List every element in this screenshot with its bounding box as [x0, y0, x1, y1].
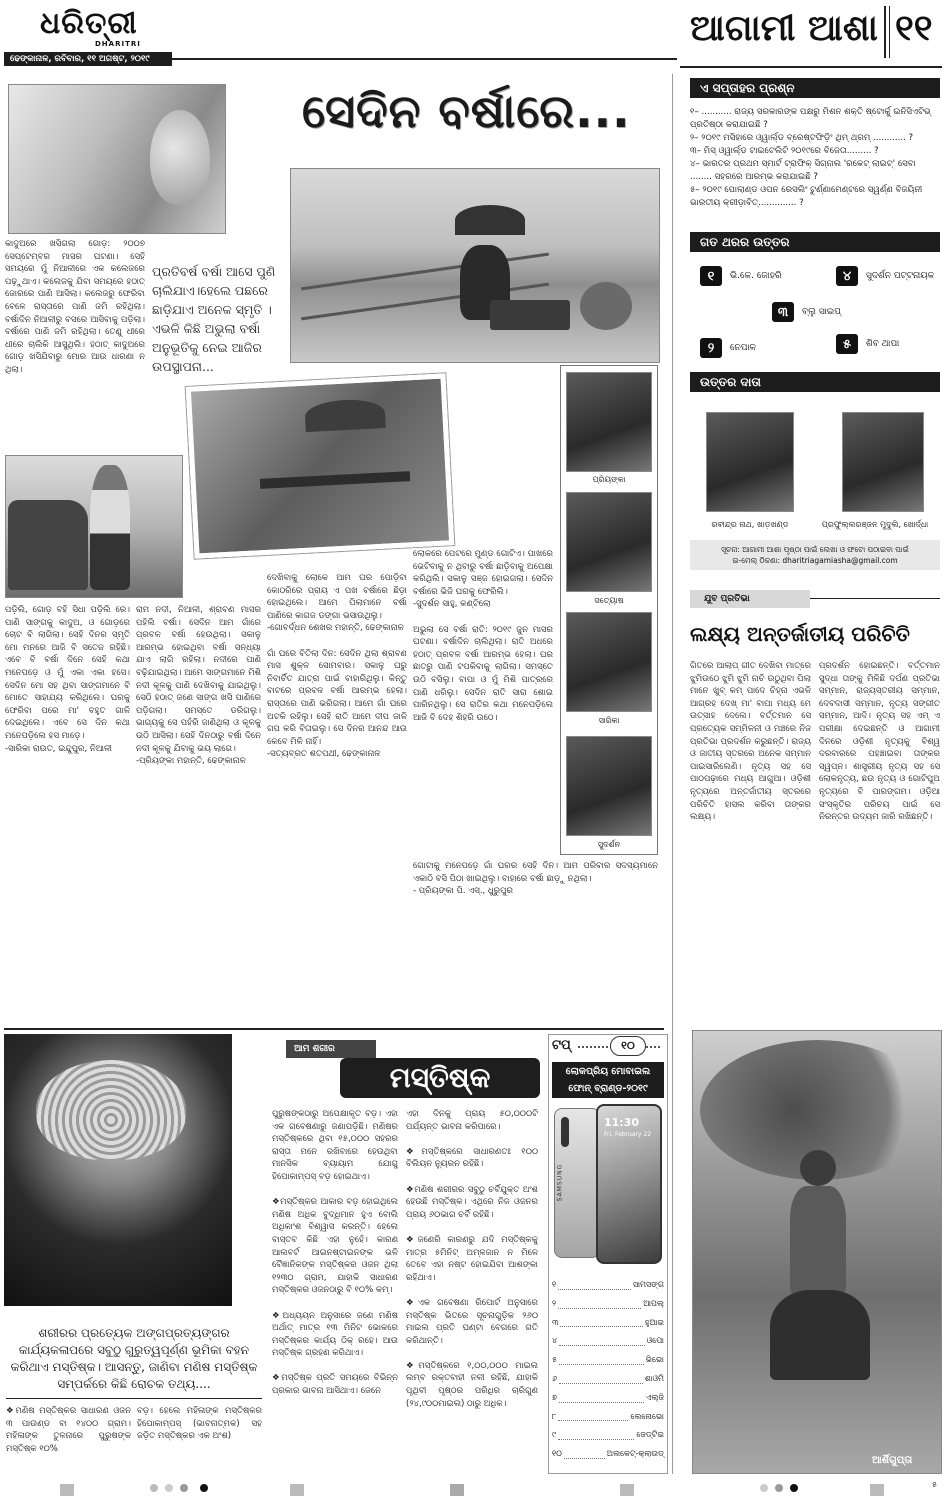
brain-section-rule [4, 1028, 664, 1030]
answer-text: ଭି.କେ. ଜୋହରି [730, 271, 782, 281]
top10-item: ୬ ଶାଓମି [552, 1370, 664, 1389]
quiz-question-1: ୧– ........... ରାଜ୍ୟ ସରକାରଙ୍କ ପକ୍ଷରୁ ମିଶନ ଶକ୍ତି ଷ୍ଟୋର୍କୁ ଇନିସିଏଟିଭ୍ ପ୍ରତିଷ୍ଠା କରାଯାଇଛି ? [690, 107, 931, 130]
brain-col-d: ଏହା ଦିନକୁ ପ୍ରାୟ ୫୦,୦୦୦ଟି ପର୍ଯ୍ୟନ୍ତ ଭାବନା କରିପାରେ। ❖ମସ୍ତିଷ୍କରେ ସାଧାରଣତଃ ୧୦୦ ବିଲିୟନ ନ୍ୟୁରନ ରହିଛି। ❖ମଣିଷ ଶରୀରର ସବୁଠୁ ଚର୍ବିଯୁକ୍ତ ଅଂଶ ହେଉଛି ମସ୍ତିଷ୍କ। ଏଥିରେ ନିଜ ଓଜନର ପ୍ରାୟ ୬୦ଭାଗ ଚର୍ବି ରହିଛି। ❖ଜଣେରି କାରଣରୁ ଯଦି ମସ୍ତିଷ୍କକୁ ମାତ୍ର ୫ମିନିଟ୍ ଅମ୍ଳଜାନ ନ ମିଳେ ତେବେ ଏହା ନଷ୍ଟ ହୋଇଯିବା ଆଶଙ୍କା ରହିଥାଏ। ❖ଏକ ଗବେଷଣା ରିପୋର୍ଟ ଅନୁସାରେ ମସ୍ତିଷ୍କ ଭିତରେ ସୂଚନାଗୁଡ଼ିକ ୨୬୦ ମାଇଲ ପ୍ରତି ଘଣ୍ଟା ବେଗରେ ଗତି କରିଥାନ୍ତି। ❖ମସ୍ତିଷ୍କରେ ୧,୦୦,୦୦୦ ମାଇଲ ଲମ୍ବ ରକ୍ତବାହୀ ନଳୀ ରହିଛି, ଯାହାକି ପୃଥିବୀ ପୃଷ୍ଠର ପରିଧିର ଚାରିଗୁଣ (୨୪,୯୦୦ମାଇଲ) ଠାରୁ ଅଧିକ। [406, 1109, 538, 1409]
answerer-photo-2 [842, 412, 924, 512]
phone-front [596, 1104, 662, 1264]
man-shape [90, 465, 130, 590]
feature-intro: ପ୍ରତିବର୍ଷ ବର୍ଷା ଆସେ ପୁଣି ଚାଲିଯାଏ।ହେଲେ ପଛରେ ଛାଡ଼ିଯାଏ ଅନେକ ସ୍ମୃତି । ଏଭଳି କିଛି ଅଭୁଲା ବର୍ଷା ଅନୁଭୂତିକୁ ନେଇ ଆଜିର ଉପସ୍ଥାପନା... [152, 264, 276, 374]
quiz-question-5: ୫– ୨୦୧୯ ପୋଲାଣ୍ଡ ଓପନ ରେସଲିଂ ଟୁର୍ଣ୍ଣାମେଣ୍ଟରେ ସ୍ୱର୍ଣ୍ଣ ବିଜୟିନୀ ଭାରତୀୟ କ୍ରୀଡ଼ାବିତ୍.............. ? [690, 185, 923, 208]
phone-date: Fri, February 22 [604, 1131, 652, 1138]
brain-series-tag: ଆମ ଶରୀର [286, 1040, 376, 1058]
contributor-photo-2 [566, 492, 652, 592]
youth-tag-rule [810, 598, 940, 599]
feature-col4: ଲୋକରେ ପେଟରେ ମୁଣ୍ଡ ଗୋଟିଏ। ପାଖରେ ଭେଟିବାକୁ ନ ଥିବାରୁ ବର୍ଷା ଛାଡ଼ିବାକୁ ଅପେକ୍ଷା କରିଥିଲି। ସକାଳୁ ସଞ୍ଜ ହୋଇଗଲା। ସେଦିନ ବର୍ଷାରେ ଭିଜି ଘରକୁ ଫେରିଲି। -ସୁଦର୍ଶନ ସାହୁ, କଣ୍ଟିଲୋ ଅଭୁଲା ସେ ବର୍ଷା ରାତି: ୨୦୧୯ ଜୁନ ମାସର ଘଟଣା। ବର୍ଷାଦିନ ଚାଲିଥିଲା। ରାତି ଅଧରେ ହଠାତ୍ ପ୍ରବଳ ବର୍ଷା ଆରମ୍ଭ ହେଲା। ଘର ଛାତରୁ ପାଣି ଟପକିବାକୁ ଲାଗିଲା। ସମସ୍ତେ ଉଠି ବସିଲୁ। ବାପା ଓ ମୁଁ ମିଶି ପାତ୍ରରେ ପାଣି ଧରିଲୁ। ସେଦିନ ରାତି ସାରା ଶୋଇ ପାରିନଥିଲୁ। ସେ ରାତିର କଥା ମନେପଡ଼ିଲେ ଆଜି ବି ଦେହ ଶିହରି ଉଠେ। [413, 549, 553, 723]
dancer-caption: ଆର୍ଶିଗୁପ୍ତା [872, 1455, 913, 1466]
page-mark: ୫ [932, 1480, 937, 1489]
top10-list [552, 1276, 664, 1464]
answer-item-4 [836, 266, 934, 286]
contributor-photo-1 [566, 372, 652, 472]
answer-number: ୫ [836, 334, 858, 354]
logo-subtitle: DHARITRI [95, 40, 141, 48]
right-column-divider [672, 74, 673, 1474]
footer-marks [0, 1480, 945, 1500]
answer-item-5 [836, 334, 899, 354]
top10-item: ୩ ହୁଆଇ [552, 1314, 664, 1333]
top10-item: ୫ ଭିଭୋ [552, 1351, 664, 1370]
masthead-rule [172, 58, 677, 60]
page-number: ୧୧ [895, 8, 933, 49]
logo: ଧରିତ୍ରୀ [40, 6, 138, 41]
girl-face-shape [150, 110, 210, 205]
contributor-photo-4 [566, 736, 652, 836]
top10-tag: ଟପ୍ [552, 1038, 571, 1053]
top10-number: ୧୦ [610, 1036, 646, 1056]
answerer-name-1: ରବୀନ୍ଦ୍ର ନାଥ, ଖାଡ଼ଖଣ୍ଡ [711, 520, 789, 529]
title-divider [884, 6, 886, 58]
top10-item: ୮ ଲେନୋଭୋ [552, 1408, 664, 1427]
answer-number: ୩ [772, 302, 794, 322]
contributor-name-3: ସାରିକା [598, 716, 620, 725]
bench-photo-frame [186, 373, 455, 558]
brain-col-b: ବଡ଼। ହେଲେ ମହିଳାଙ୍କ ମସ୍ତିଷ୍କର ହିପୋକାମ୍ପସ୍ (ଭାବନାତ୍ମକ) ସହ ଜଡ଼ିତ ମସ୍ତିଷ୍କର ଏକ ଅଂଶ) [137, 1406, 262, 1442]
brain-standfirst-rule [6, 1398, 262, 1399]
answer-number: ୧ [700, 266, 722, 286]
answers-title-bar: ଗତ ଥରର ଉତ୍ତର [690, 232, 940, 252]
suitcase [490, 300, 570, 330]
dancer-figure [770, 1150, 870, 1400]
youth-body: ଗିତରେ ଆଲାପ୍ ଗୀତ ଦେଖିବା ମାତ୍ରେ ଝୁମିଉଠେ ଝୁମି ଝୁମି ନାଚି ଉଠୁଥିବା ପିଲା ମାନେ ଖୁବ୍ କମ୍ ପାଦେ ଚିହ୍ନା ଏଭଳି ଆଗ୍ରହ ଦେଖ୍ ମା' ବାପା ମଧ୍ୟ ମେ ଉତ୍ସାହ ଦେଲେ। ବର୍ତ୍ତମାନ ସେ ପ୍ରତ୍ୟେକ ସମ୍ମିଳନୀ ଓ ମଞ୍ଚରେ ନିଜ ପ୍ରତିଭା ପ୍ରଦର୍ଶନ କରୁଛନ୍ତି। ରାଜ୍ୟ ଓ ଜାତୀୟ ସ୍ତରରେ ଅନେକ ସମ୍ମାନ ପାଇସାରିଲେଣି। ନୃତ୍ୟ ସହ ସେ ପାଠପଢ଼ାରେ ମଧ୍ୟ ଆଗୁଆ। ଓଡ଼ିଶୀ ନୃତ୍ୟରେ ଅନ୍ତର୍ଜାତୀୟ ସ୍ତରରେ ପରିଚିତି ହାସଲ କରିବା ତାଙ୍କର ଲକ୍ଷ୍ୟ। ପ୍ରଦର୍ଶନ ହୋଇଛନ୍ତି। ବର୍ତ୍ତମାନ ସୁଦ୍ଧା ତାଙ୍କୁ ମିଳିଛି ଦର୍ପଣ ପ୍ରତିଭା ସମ୍ମାନ, ରାଜ୍ୟସ୍ତରୀୟ ସମ୍ମାନ, ଦେବଦାସୀ ସମ୍ମାନ, ନୃତ୍ୟ ସଙ୍ଗୀତ ସମ୍ମାନ, ଆଦି। ନୃତ୍ୟ ସହ ଏମ୍ ଏ ପରୀକ୍ଷା ଦେଇଛନ୍ତି ଓ ଆଗାମୀ ଦିନରେ ଓଡ଼ିଶୀ ନୃତ୍ୟକୁ ବିଶ୍ୱ ଦରବାରରେ ପହଞ୍ଚାଇବା ତାଙ୍କର ସ୍ୱପ୍ନ। ଶାସ୍ତ୍ରୀୟ ନୃତ୍ୟ ସହ ସେ ଲୋକନୃତ୍ୟ, ଛଉ ନୃତ୍ୟ ଓ ଗୋଟିପୁଅ ନୃତ୍ୟରେ ବି ପାରଙ୍ଗମ। ଓଡ଼ିଆ ସଂସ୍କୃତିର ପରିଚୟ ପାଇଁ ସେ ନିରନ୍ତର ଉଦ୍ୟମ ଜାରି ରଖିଛନ୍ତି। [690, 661, 940, 823]
quiz-questions [690, 106, 940, 210]
top10-item: ୧ ସାମସଙ୍ଗ [552, 1276, 664, 1295]
answer-number: ୨ [700, 338, 722, 358]
feature-col1-bottom: ପଡ଼ିଲି, ଗୋଡ଼ ବହି ସିଧା ପଡ଼ିଲି ରେ। ପାଣି ସାଙ୍ଗକୁ କାଦୁଅ, ଓ ଗୋଡ଼ରେ ଚୋଟ ବି ଲାଗିଲା। ସେହି ଦିନର ସ୍ମୃତି ମୋ ମନରେ ଆଜି ବି ସତେଜ ରହିଛି। ଏବେ ବି ବର୍ଷା ଦିନେ ସେହି କଥା ମନେପଡ଼େ ଓ ମୁଁ ଏକା ଏକା ହସେ। ସେଦିନ ମୋ ସହ ଥିବା ସାଙ୍ଗମାନେ ବି ମୋତେ ସାହାଯ୍ୟ କରିଥିଲେ। ଘରକୁ ଫେରିବା ପରେ ମା' ବହୁତ ଗାଳି ଦେଇଥିଲେ। ଏବେ ସେ ଦିନ କଥା ମନେପଡ଼ିଲେ ହସ ମାଡ଼େ। -ସାରିକା ରାଉତ, ଇନ୍ଦୁପୁର, ନିଆଳୀ [5, 605, 130, 754]
quiz-question-2: ୨– ୨୦୧୯ ମସିହାରେ ଓ୍ୱାର୍ଲ୍ଡ ବ୍ରେଷ୍ଟଫିଡ଼ିଂ ଥିମ୍ ଥ୍ରମ୍ ............ ? [690, 133, 914, 143]
contributor-name-1: ପ୍ରିୟଙ୍କା [592, 475, 626, 484]
notice-line-1: ସୂଚନା: ଆଗାମୀ ଆଶା ପୃଷ୍ଠା ପାଇଁ ଲେଖା ଓ ଫଟୋ ପଠାଇବା ପାଇଁ [721, 545, 909, 554]
brain-col-a: ❖ମଣିଷ ମସ୍ତିଷ୍କର ସାଧାରଣ ଓଜନ ୩ ପାଉଣ୍ଡ ବା ୧୪୦୦ ଗ୍ରାମ। ମହିଳାଙ୍କ ତୁଳନାରେ ପୁରୁଷଙ୍କ ମସ୍ତିଷ୍କ ୧୦% [6, 1406, 131, 1454]
youth-headline: ଲକ୍ଷ୍ୟ ଅନ୍ତର୍ଜାତୀୟ ପରିଚିତି [690, 622, 910, 646]
answer-item-2 [700, 338, 756, 358]
phone-time: 11:30 [604, 1116, 640, 1129]
top10-title: ଲୋକପ୍ରିୟ ମୋବାଇଲ ଫୋନ୍ ବ୍ରାଣ୍ଡ-୨୦୧୯ [552, 1062, 664, 1098]
answer-text: ଶିବ ଥାପା [866, 339, 900, 349]
youth-tag: ଯୁବ ପ୍ରତିଭା [690, 590, 810, 608]
top10-item: ୪ ଓପୋ [552, 1332, 664, 1351]
phone-back [554, 1108, 600, 1258]
answer-text: ବ୍ଲୁ ସାଇପ୍ [802, 307, 841, 317]
top10-item: ୧୦ ଅଲକେଟ୍-କ୍ଲାଉଡ୍ [552, 1445, 664, 1464]
brain-title: ମସ୍ତିଷ୍କ [389, 1061, 491, 1094]
car-shape [8, 500, 88, 590]
contributor-photo-3 [566, 612, 652, 712]
brain-standfirst: ଶରୀରର ପ୍ରତ୍ୟେକ ଅଙ୍ଗପ୍ରତ୍ୟଙ୍ଗର କାର୍ଯ୍ୟକଳାପରେ ସବୁଠୁ ଗୁରୁତ୍ୱପୂର୍ଣ୍ଣ ଭୂମିକା ବହନ କରିଥାଏ ମସ୍ତିଷ୍କ। ଆସନ୍ତୁ, ଜାଣିବା ମଣିଷ ମସ୍ତିଷ୍କ ସମ୍ପର୍କରେ କିଛି ରୋଚକ ତଥ୍ୟ.... [10, 1326, 258, 1391]
answer-number: ୪ [836, 266, 858, 286]
answer-text: ନେପାଳ [730, 343, 756, 353]
feature-col2: ରାମ ନଦୀ, ନିଆଳୀ, ଶ୍ରାବଣ ମାସର ପହିଲି ବର୍ଷା। ସେଦିନ ଆମ ଗାଁରେ ପ୍ରବଳ ବର୍ଷା ହେଉଥିଲା। ସକାଳୁ ଆରମ୍ଭ ହୋଇଥିବା ବର୍ଷା ସନ୍ଧ୍ୟା ଯାଏ ଲାଗି ରହିଲା। ନଦୀରେ ପାଣି ବଢ଼ିଯାଇଥିଲା। ଆମେ ସାଙ୍ଗମାନେ ମିଶି ନଦୀ କୂଳକୁ ପାଣି ଦେଖିବାକୁ ଯାଇଥିଲୁ। ସେଠି ହଠାତ୍ ଜଣେ ସାଙ୍ଗ ଖସି ପାଣିରେ ପଡ଼ିଗଲା। ସମସ୍ତେ ଡରିଗଲୁ। ଭାଗ୍ୟକୁ ସେ ପହଁରି ଜାଣିଥିଲା ଓ କୂଳକୁ ଉଠି ଆସିଲା। ସେହି ଦିନଠାରୁ ବର୍ଷା ଦିନେ ନଦୀ କୂଳକୁ ଯିବାକୁ ଭୟ ଲାଗେ। -ପ୍ରିୟଙ୍କା ମହାନ୍ତି, ଢେଙ୍କାନାଳ [136, 605, 261, 767]
answerer-name-2: ପ୍ରଫୁଲ୍ଲରଞ୍ଜନ ମୁଦୁଲି, ଖୋର୍ଦ୍ଧା [821, 520, 929, 529]
answer-item-3 [772, 302, 841, 322]
phone-image [554, 1104, 664, 1274]
top10-item: ୯ ଜେଡ୍ଟିଇ [552, 1426, 664, 1445]
title-divider-2 [889, 6, 890, 58]
feature-headline: ସେଦିନ ବର୍ଷାରେ... [302, 84, 631, 138]
answerers-notice [690, 540, 940, 570]
brain-shape [36, 1060, 186, 1160]
phone-brand-label: SAMSUNG [556, 1163, 564, 1202]
top10-item: ୨ ଆପଲ୍ [552, 1295, 664, 1314]
contributor-name-2: ସତ୍ୟୋଷ [594, 596, 624, 605]
feature-col3: ଦେଖିବାକୁ ଲୋକେ ଆମ ଘର ପୋଡ଼ିବା କୋଠରିରେ ପ୍ରାୟ ଏ ପଖ ବର୍ଷାରେ ଛିଡ଼ା ହୋଇଥିଲେ। ଆମେ ପିଲାମାନେ ବର୍ଷା ପାଣିରେ କାଗଜ ଡଙ୍ଗା ଭସାଉଥିଲୁ। -ଗୋବର୍ଦ୍ଧନ ଶେଖର ମହାନ୍ତି, ଢେଙ୍କାନାଳ ଗାଁ ଘରେ ବିତିଲା ଦିନ: ସେଦିନ ଥିଲା ଶ୍ରାବଣ ମାସ ଶୁକ୍ଳ ସୋମବାର। ସକାଳୁ ଘରୁ ନିବାର୍ଚିତ ଯାତ୍ରା ପାଇଁ ବାହାରିଥିଲୁ। କିନ୍ତୁ ବାଟରେ ପ୍ରବଳ ବର୍ଷା ଆରମ୍ଭ ହେଲା। ରାସ୍ତାରେ ପାଣି ଭରିଗଲା। ଆମେ ଗାଁ ଘରେ ଅଟକି ରହିଲୁ। ସେହି ରାତି ଆମେ ଦୀପ ଜାଳି ଗପ କରି ବିତାଇଲୁ। ସେ ଦିନର ଆନନ୍ଦ ଆଉ କେବେ ମିଳି ନାହିଁ। -ସତ୍ୟବ୍ରତ ଶତପଥୀ, ଢେଙ୍କାନାଳ [267, 573, 407, 760]
feature-col1-top: କାଦୁଅରେ ଖସିଗଲା ଗୋଡ଼: ୨୦୦୭ ସେପ୍ଟେମ୍ବର ମାସର ଘଟଣା। ସେହି ସମୟରେ ମୁଁ ନିଆଳୀରେ ଏକ କଲେଜରେ ପଢ଼ୁଥାଏ। କଲେଜକୁ ଯିବା ସମୟରେ ହଠାତ୍ ଜୋରରେ ପାଣି ଆସିଲା। କଲେଜରୁ ଫେରିବା ବେଳେ ରାସ୍ତାରେ ପାଣି ଜମି ରହିଥିଲା। ବର୍ଷାଦିନ ନିଆଳୀରୁ ବସରେ ଆସିବାକୁ ପଡ଼ିଲା। ବର୍ଷାରେ ପାଣି ଜମି ରହିଥିଲା। ତେଣୁ ଧୀରେ ଧୀରେ ଚାଲିକି ଆସୁଥିଲି। ହଠାତ୍ କାଦୁଅରେ ଗୋଡ଼ ଖସିଯିବାରୁ ମୋର ଆଉ ଧାରଣା ନ ଥିଲା। [5, 239, 145, 375]
feature-col5: ଗୋଟାକୁ ମନେପଡ଼େ ଗାଁ ଘରର ସେହି ଦିନ। ଆମ ପରିବାର ସଦସ୍ୟମାନେ ଏକାଠି ବସି ପିଠା ଖାଇଥିଲୁ। ବାହାରେ ବର୍ଷା ଛାଡ଼ୁ ନଥିଲା। - ପ୍ରିୟଙ୍କା ପି. ଏସ୍., ଧୁରୁପୁର [413, 860, 658, 1024]
dateline: ଢେଙ୍କାନାଳ, ରବିବାର, ୧୧ ଅଗଷ୍ଟ, ୨୦୧୯ [4, 52, 172, 66]
masthead [0, 0, 945, 70]
quiz-question-4: ୪– ଭାରତର ପ୍ରଥମ ସ୍ମାର୍ଟ ଟ୍ରାଫିକ୍ ସିଗ୍ନାଲ 'ରକେଟ୍ ଲାଇଟ୍' ସେବା ........ ସହରରେ ଆରମ୍ଭ କରାଯାଇଛି ? [690, 159, 916, 182]
answer-item-1 [700, 266, 782, 286]
section-title: ଆଗାମୀ ଆଶା [690, 8, 878, 49]
answerer-photo-1 [706, 412, 794, 512]
brain-col-c: ପୁରୁଷଙ୍କଠାରୁ ଅପେକ୍ଷାକୃତ ବଡ଼। ଏହା ଏକ ଗବେଷଣାରୁ ଜଣାପଡ଼ିଛି। ମଣିଷର ମସ୍ତିଷ୍କରେ ଥିବା ୧୫,୦୦୦ ସହରର ରାସ୍ତା ମନେ ରଖିବାରେ ହେଉଥିବା ମାନସିକ ବ୍ୟାୟାମ ଯୋଗୁ ହିପୋକାମ୍ପସ୍ ବଡ଼ ହୋଇଥାଏ। ❖ମସ୍ତିଷ୍କର ଆକାର ବଡ଼ ହୋଇଥିଲେ ମଣିଷ ଅଧିକ ବୁଦ୍ଧିମାନ ହୁଏ ବୋଲି ଅଧିକାଂଶ ବିଶ୍ୱାସ କରନ୍ତି। ହେଲେ ବାସ୍ତବ କିଛି ଏହା ନୁହେଁ। କାରଣ ଆଲବର୍ଟ ଆଇନଷ୍ଟାଇନଙ୍କ ଭଳି ବୈଜ୍ଞାନିକଙ୍କ ମସ୍ତିଷ୍କର ଓଜନ ଥିଲା ୧୨୩୦ ଗ୍ରାମ, ଯାହାକି ସାଧାରଣ ମସ୍ତିଷ୍କର ଓଜନଠାରୁ ବି ୧୦% କମ୍। ❖ଅଧ୍ୟୟନ ଅନୁସାରେ ଜଣେ ମଣିଷ ଅର୍ଥାତ୍ ମାତ୍ର ୧୩ ମିନିଟ ଭୋକରେ ମସ୍ତିଷ୍କର କାର୍ଯ୍ୟ ଠିକ୍ ରହେ। ଆଉ ମସ୍ତିଷ୍କ ଗ୍ରହଣ କରିଥାଏ। ❖ମସ୍ତିଷ୍କ ପ୍ରତି ସମୟରେ ବିଭିନ୍ନ ପ୍ରକାର ଭାବନା ଆସିଥାଏ। ଜେନେ [272, 1109, 398, 1397]
quiz-question-3: ୩– ମିସ୍ ଓ୍ୱାର୍ଲ୍ଡ ଟାଇଟେଲିଟି ୨୦୧୯ରେ ବିଜେତା......... ? [690, 146, 879, 156]
answerers-title-bar: ଉତ୍ତର ଦାତା [690, 372, 940, 392]
answer-text: ସୁଦର୍ଶନ ପଟ୍ଟନାୟକ [866, 271, 935, 281]
quiz-title-bar: ଏ ସପ୍ତାହର ପ୍ରଶ୍ନ [690, 78, 940, 98]
round-bag [580, 282, 632, 330]
masthead-bottom-rule [680, 66, 942, 68]
top10-item: ୭ ଏଲ୍ଜି [552, 1389, 664, 1408]
contributor-name-4: ସୁଦର୍ଶନ [597, 840, 621, 849]
notice-email[interactable]: ଇ-ମେଲ୍ ଠିକଣା: dharitriagamiasha@gmail.com [732, 556, 898, 565]
